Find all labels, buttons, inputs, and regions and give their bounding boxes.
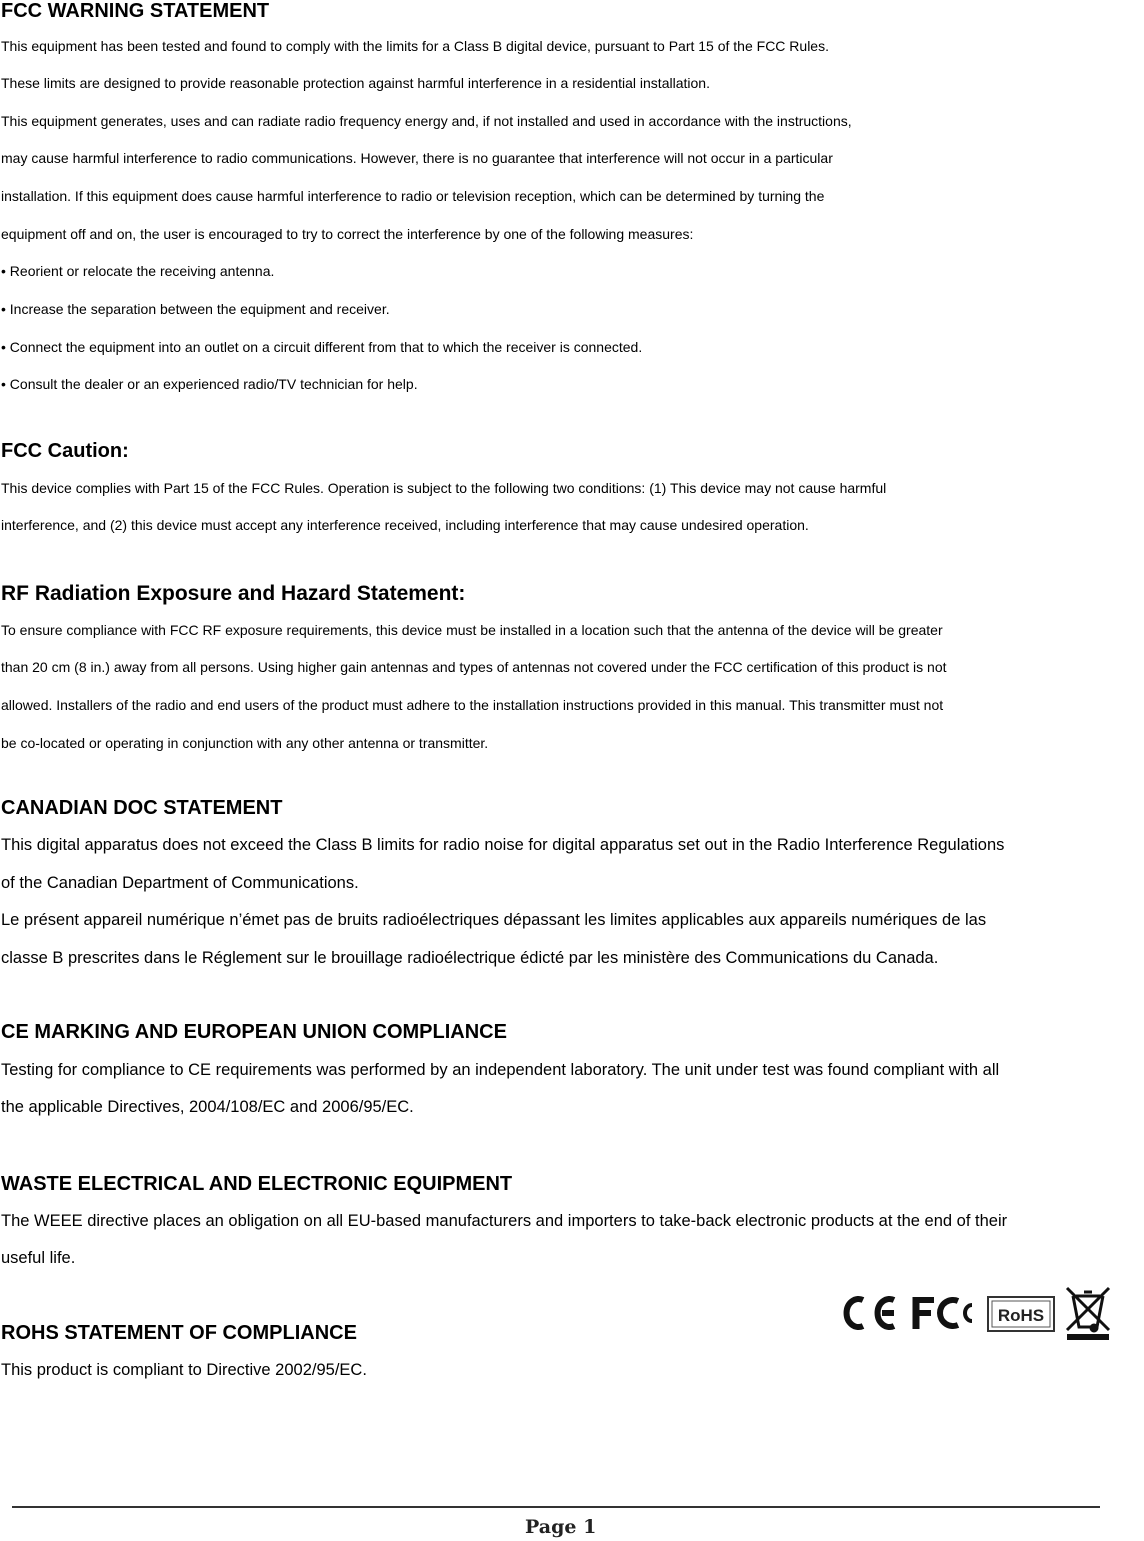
certification-logos	[838, 1278, 1113, 1342]
fcc-caution-heading: FCC Caution:	[1, 440, 129, 462]
fcc-warning-line: This equipment generates, uses and can radiate radio frequency energy and, if not installed and used in accordance with the instructions,	[1, 113, 852, 129]
fcc-warning-heading: FCC WARNING STATEMENT	[1, 0, 270, 22]
fcc-logo-icon	[916, 1297, 972, 1329]
weee-line: useful life.	[1, 1249, 76, 1267]
ce-marking-line: Testing for compliance to CE requirements was performed by an independent laboratory. The unit under test was found compliant with all	[1, 1061, 1000, 1079]
canadian-doc-line: This digital apparatus does not exceed the Class B limits for radio noise for digital apparatus set out in the Radio Interference Regulations	[1, 836, 1005, 854]
weee-crossed-bin-icon	[1067, 1288, 1109, 1340]
canadian-doc-line: Le présent appareil numérique n’émet pas de bruits radioélectriques dépassant les limites applicables aux appareils numériques de las	[1, 911, 987, 929]
rf-radiation-line: than 20 cm (8 in.) away from all persons. Using higher gain antennas and types of antennas not covered under the FCC certification of this product is not	[1, 659, 947, 675]
ce-mark-icon	[847, 1299, 894, 1327]
rf-radiation-heading: RF Radiation Exposure and Hazard Statement:	[1, 582, 466, 605]
weee-heading: WASTE ELECTRICAL AND ELECTRONIC EQUIPMENT	[1, 1173, 513, 1195]
fcc-measure-item: • Increase the separation between the equipment and receiver.	[1, 301, 390, 317]
fcc-warning-line: These limits are designed to provide reasonable protection against harmful interference in a residential installation.	[1, 75, 710, 91]
ce-marking-line: the applicable Directives, 2004/108/EC and 2006/95/EC.	[1, 1098, 414, 1116]
rohs-heading: ROHS STATEMENT OF COMPLIANCE	[1, 1322, 357, 1344]
fcc-warning-line: installation. If this equipment does cause harmful interference to radio or television reception, which can be determined by turning the	[1, 188, 825, 204]
rohs-badge-icon	[988, 1297, 1054, 1331]
rf-radiation-line: allowed. Installers of the radio and end users of the product must adhere to the installation instructions provided in this manual. This transmitter must not	[1, 697, 944, 713]
fcc-warning-line: This equipment has been tested and found to comply with the limits for a Class B digital device, pursuant to Part 15 of the FCC Rules.	[1, 38, 829, 54]
fcc-caution-line: This device complies with Part 15 of the FCC Rules. Operation is subject to the following two conditions: (1) This device may not cause harmful	[1, 480, 887, 496]
fcc-measure-item: • Reorient or relocate the receiving antenna.	[1, 263, 275, 279]
rohs-badge-text: RoHS	[997, 1306, 1045, 1325]
fcc-warning-line: may cause harmful interference to radio communications. However, there is no guarantee that interference will not occur in a particular	[1, 150, 833, 166]
certification-logos-svg	[838, 1278, 1113, 1342]
ce-marking-heading: CE MARKING AND EUROPEAN UNION COMPLIANCE	[1, 1021, 507, 1043]
fcc-measure-item: • Consult the dealer or an experienced radio/TV technician for help.	[1, 376, 418, 392]
canadian-doc-line: of the Canadian Department of Communications.	[1, 874, 359, 892]
fcc-warning-line: equipment off and on, the user is encouraged to try to correct the interference by one of the following measures:	[1, 226, 694, 242]
footer-divider	[12, 1506, 1100, 1508]
fcc-caution-line: interference, and (2) this device must accept any interference received, including interference that may cause undesired operation.	[1, 517, 809, 533]
rohs-line: This product is compliant to Directive 2002/95/EC.	[1, 1361, 367, 1379]
canadian-doc-heading: CANADIAN DOC STATEMENT	[1, 797, 283, 819]
rf-radiation-line: be co-located or operating in conjunction with any other antenna or transmitter.	[1, 735, 489, 751]
rf-radiation-line: To ensure compliance with FCC RF exposure requirements, this device must be installed in a location such that the antenna of the device will be greater	[1, 622, 943, 638]
canadian-doc-line: classe B prescrites dans le Réglement sur le brouillage radioélectrique édicté par les ministère des Communications du Canada.	[1, 949, 939, 967]
weee-line: The WEEE directive places an obligation on all EU-based manufacturers and importers to take-back electronic products at the end of their	[1, 1212, 1008, 1230]
fcc-measure-item: • Connect the equipment into an outlet on a circuit different from that to which the receiver is connected.	[1, 339, 643, 355]
page-number: Page 1	[525, 1516, 597, 1538]
